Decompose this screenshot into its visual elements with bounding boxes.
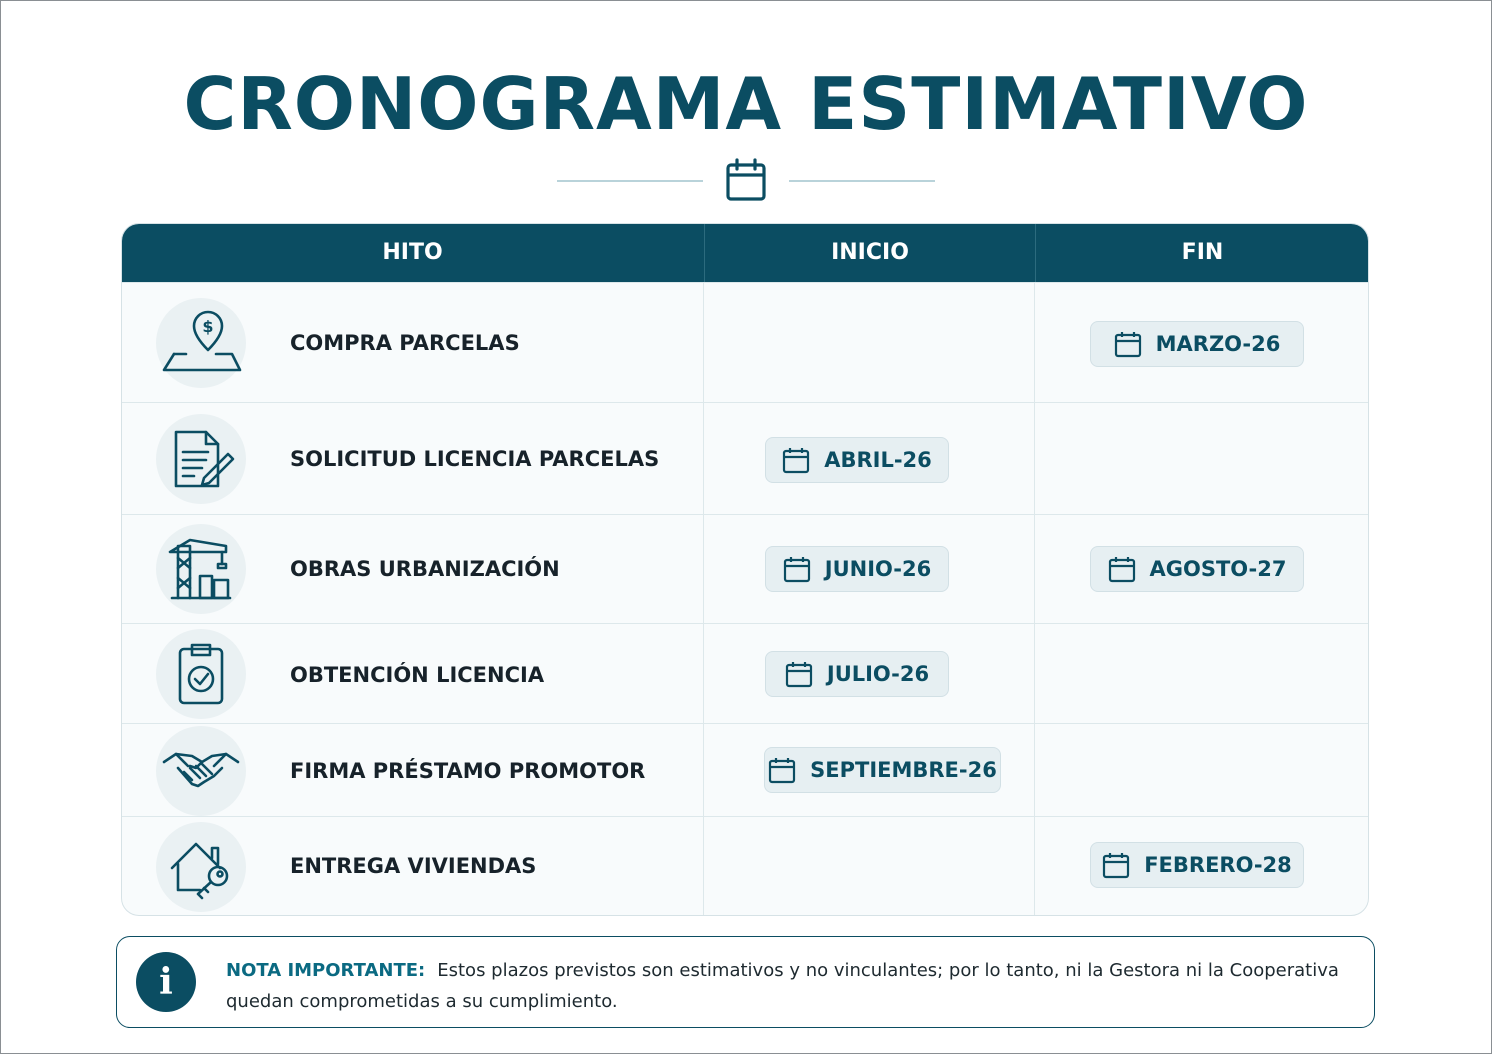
table-header xyxy=(122,224,1368,282)
table-row xyxy=(122,816,1368,916)
calendar-icon xyxy=(768,756,796,784)
hito-label: FIRMA PRÉSTAMO PROMOTOR xyxy=(290,759,646,783)
header-fin: FIN xyxy=(1035,224,1369,282)
table-row xyxy=(122,282,1368,403)
note-body: Estos plazos previstos son estimativos y no vinculantes; por lo tanto, ni la Gestora ni la Cooperativa quedan comprometidas a su cumplimiento. xyxy=(226,960,1339,1012)
fin-date-pill xyxy=(1090,842,1304,888)
calendar-icon xyxy=(782,446,810,474)
hito-label: OBTENCIÓN LICENCIA xyxy=(290,663,545,687)
crane-construction-icon xyxy=(156,524,246,614)
table-row xyxy=(122,402,1368,515)
calendar-icon xyxy=(1114,330,1142,358)
date-text: SEPTIEMBRE-26 xyxy=(810,758,997,782)
date-text: JUNIO-26 xyxy=(824,557,932,581)
milestone-table xyxy=(121,223,1369,916)
calendar-icon xyxy=(1102,851,1130,879)
hito-label: SOLICITUD LICENCIA PARCELAS xyxy=(290,447,660,471)
title-divider xyxy=(0,158,1492,204)
important-note xyxy=(116,936,1375,1028)
inicio-date-pill xyxy=(765,546,949,592)
handshake-icon xyxy=(156,726,246,816)
svg-text:$: $ xyxy=(202,317,214,336)
date-text: JULIO-26 xyxy=(826,662,930,686)
calendar-icon xyxy=(1108,555,1136,583)
divider-line-left xyxy=(557,180,703,182)
inicio-date-pill xyxy=(765,437,949,483)
inicio-date-pill xyxy=(765,651,949,697)
fin-date-pill xyxy=(1090,546,1304,592)
date-text: FEBRERO-28 xyxy=(1144,853,1292,877)
inicio-date-pill xyxy=(764,747,1001,793)
date-text: AGOSTO-27 xyxy=(1149,557,1287,581)
document-pen-icon xyxy=(156,414,246,504)
house-key-icon xyxy=(156,822,246,912)
header-inicio: INICIO xyxy=(704,224,1035,282)
map-pin-dollar-icon xyxy=(156,298,246,388)
divider-line-right xyxy=(789,180,935,182)
hito-label: OBRAS URBANIZACIÓN xyxy=(290,557,560,581)
table-row xyxy=(122,623,1368,724)
calendar-icon xyxy=(785,660,813,688)
table-row xyxy=(122,723,1368,817)
table-row xyxy=(122,514,1368,624)
info-icon: i xyxy=(136,952,196,1012)
hito-label: COMPRA PARCELAS xyxy=(290,331,520,355)
date-text: ABRIL-26 xyxy=(824,448,932,472)
hito-label: ENTREGA VIVIENDAS xyxy=(290,854,537,878)
note-label: NOTA IMPORTANTE: xyxy=(226,960,426,981)
clipboard-check-icon xyxy=(156,629,246,719)
header-hito: HITO xyxy=(382,240,443,265)
note-text-block xyxy=(226,955,1346,1017)
fin-date-pill xyxy=(1090,321,1304,367)
calendar-icon xyxy=(783,555,811,583)
calendar-icon xyxy=(725,158,767,206)
page-title: CRONOGRAMA ESTIMATIVO xyxy=(183,62,1309,146)
date-text: MARZO-26 xyxy=(1155,332,1281,356)
